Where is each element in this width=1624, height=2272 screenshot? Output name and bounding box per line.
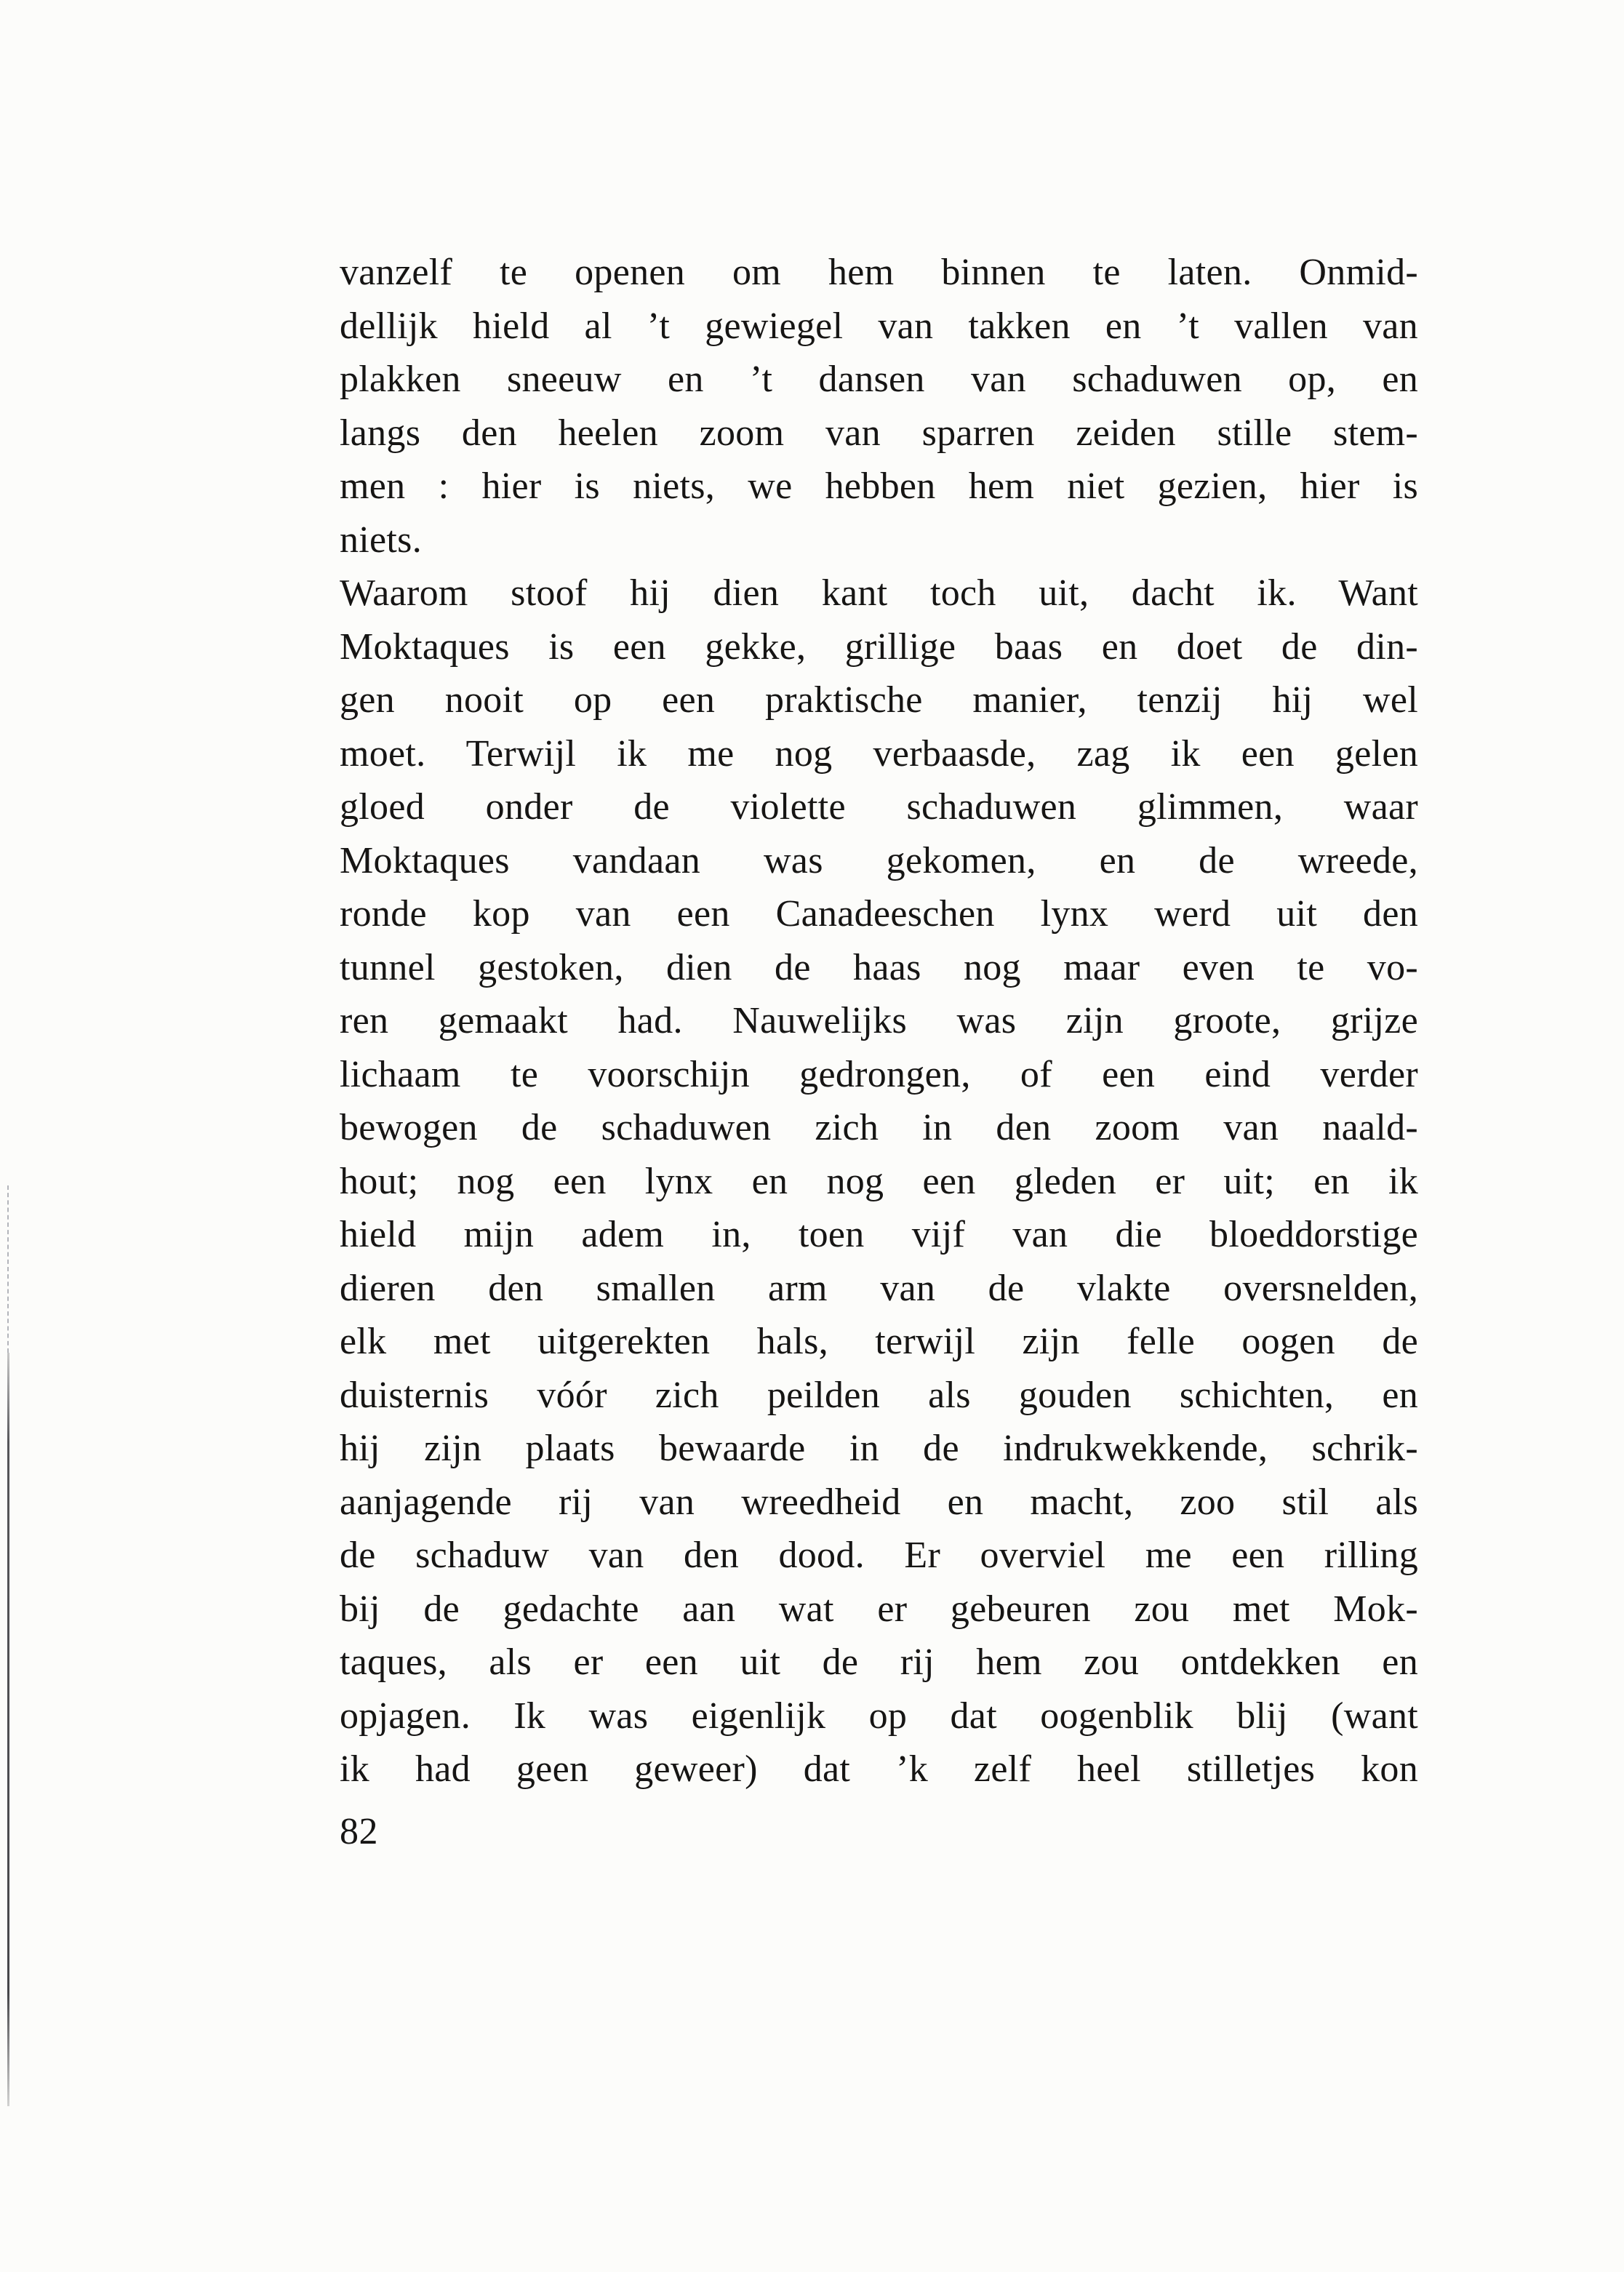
text-line: tunnel gestoken, dien de haas nog maar even te vo- bbox=[340, 946, 1418, 988]
text-line: dellijk hield al ’t gewiegel van takken en ’t vallen van bbox=[340, 305, 1418, 347]
text-line: duisternis vóór zich peilden als gouden schichten, en bbox=[340, 1374, 1418, 1416]
text-line: vanzelf te openen om hem binnen te laten. Onmid- bbox=[340, 252, 1418, 293]
text-line: Moktaques vandaan was gekomen, en de wreede, bbox=[340, 839, 1418, 881]
text-line: hij zijn plaats bewaarde in de indrukwekkende, schrik- bbox=[340, 1428, 1418, 1469]
text-line: gen nooit op een praktische manier, tenzij hij wel bbox=[340, 679, 1418, 721]
scan-artifact-dashed-segment bbox=[7, 1185, 9, 1353]
text-line: bewogen de schaduwen zich in den zoom van naald- bbox=[340, 1107, 1418, 1148]
text-line-paragraph-end: niets. bbox=[340, 519, 423, 561]
text-line: Moktaques is een gekke, grillige baas en doet de din- bbox=[340, 625, 1418, 668]
scan-artifact-solid-segment bbox=[7, 1353, 9, 2106]
text-line: moet. Terwijl ik me nog verbaasde, zag ik een gelen bbox=[340, 732, 1418, 775]
text-line: bij de gedachte aan wat er gebeuren zou met Mok- bbox=[340, 1588, 1418, 1630]
text-line: Waarom stoof hij dien kant toch uit, dacht ik. Want bbox=[340, 572, 1418, 614]
text-line: ik had geen geweer) dat ’k zelf heel stilletjes kon bbox=[340, 1748, 1418, 1790]
text-line: men : hier is niets, we hebben hem niet gezien, hier is bbox=[340, 465, 1418, 507]
page-number: 82 bbox=[340, 1811, 378, 1852]
text-line: hout; nog een lynx en nog een gleden er uit; en ik bbox=[340, 1160, 1418, 1202]
text-line: taques, als er een uit de rij hem zou ontdekken en bbox=[340, 1641, 1418, 1683]
text-line: ren gemaakt had. Nauwelijks was zijn groote, grijze bbox=[340, 1000, 1418, 1041]
text-line: dieren den smallen arm van de vlakte oversnelden, bbox=[340, 1267, 1418, 1309]
text-line: plakken sneeuw en ’t dansen van schaduwen op, en bbox=[340, 359, 1418, 400]
scan-artifact-line bbox=[7, 1185, 9, 2106]
text-line: hield mijn adem in, toen vijf van die bloeddorstige bbox=[340, 1214, 1418, 1255]
text-line: opjagen. Ik was eigenlijk op dat oogenblik blij (want bbox=[340, 1695, 1418, 1737]
text-line: aanjagende rij van wreedheid en macht, zoo stil als bbox=[340, 1481, 1418, 1523]
body-text-block bbox=[340, 246, 1418, 1796]
text-line: elk met uitgerekten hals, terwijl zijn felle oogen de bbox=[340, 1321, 1418, 1362]
text-line: lichaam te voorschijn gedrongen, of een eind verder bbox=[340, 1053, 1418, 1095]
text-line: gloed onder de violette schaduwen glimmen, waar bbox=[340, 786, 1418, 828]
text-line: langs den heelen zoom van sparren zeiden stille stem- bbox=[340, 412, 1418, 454]
text-line: de schaduw van den dood. Er overviel me een rilling bbox=[340, 1535, 1418, 1576]
text-line: ronde kop van een Canadeeschen lynx werd uit den bbox=[340, 893, 1418, 935]
